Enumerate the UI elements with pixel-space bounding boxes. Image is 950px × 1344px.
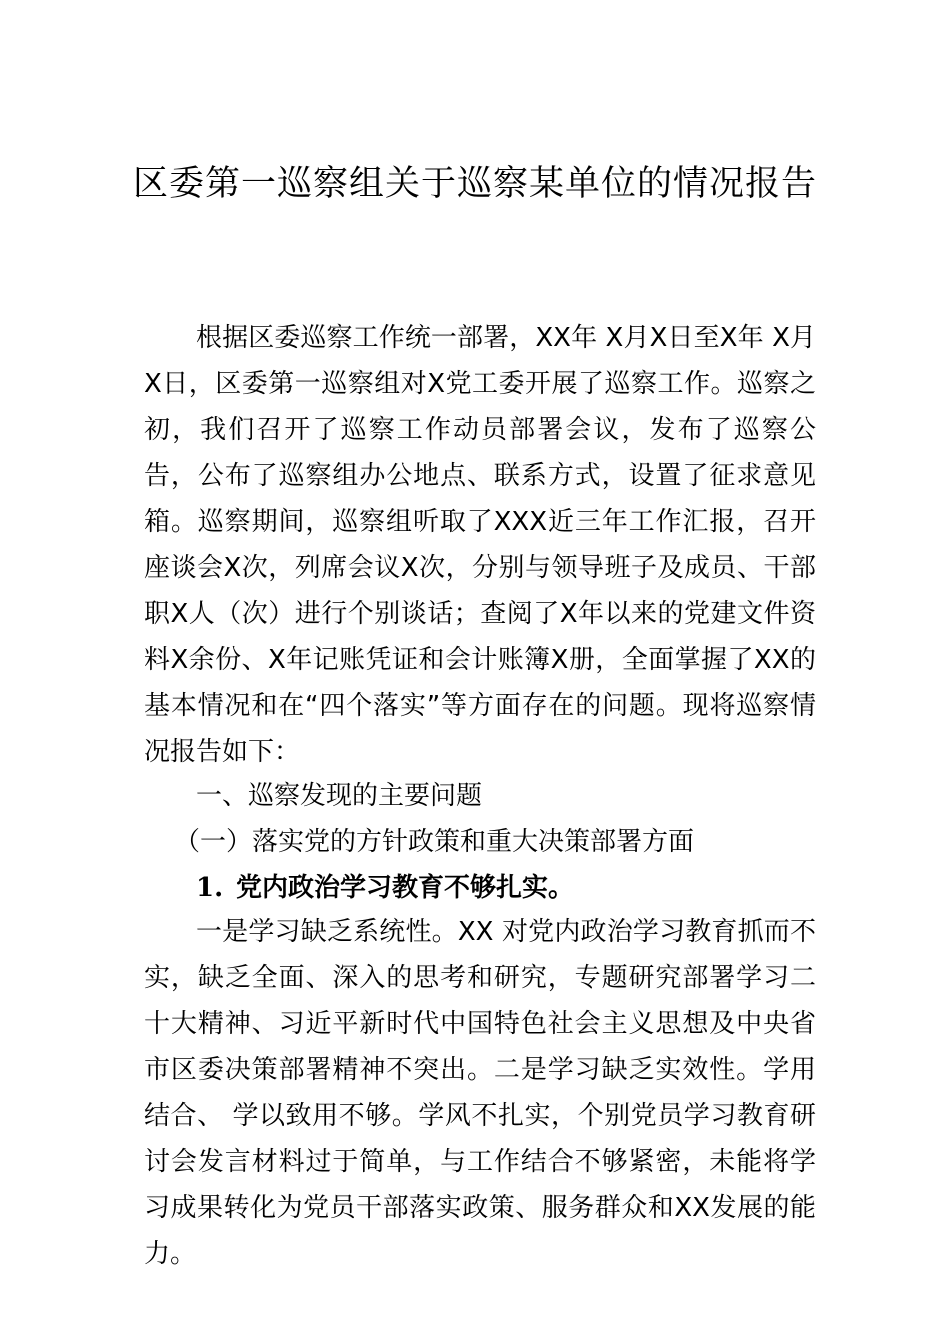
item-heading-text: 党内政治学习教育不够扎实。 bbox=[236, 873, 575, 903]
item-number: 1. bbox=[196, 873, 224, 903]
subsection-heading: （一）落实党的方针政策和重大决策部署方面 bbox=[174, 827, 695, 857]
section-heading: 一、巡察发现的主要问题 bbox=[196, 781, 483, 811]
study-paragraph: 一是学习缺乏系统性。XX 对党内政治学习教育抓而不实，缺乏全面、深入的思考和研究，专题研究部署学习二十大精神、习近平新时代中国特色社会主义思想及中央省市区委决策部署精神不突出。二是学习缺乏实效性。学用结合、 学以致用不够。学风不扎实，个别党员学习教育研讨会发言材料过于简单，与工作结合不够紧密，未能将学习成果转化为党员干部落实政策、服务群众和XX发展的能力。 bbox=[144, 917, 816, 1269]
item-heading bbox=[144, 865, 816, 911]
intro-paragraph: 根据区委巡察工作统一部署，XX年 X月X日至X年 X月 X日，区委第一巡察组对X党工委开展了巡察工作。巡察之初，我们召开了巡察工作动员部署会议，发布了巡察公告，公布了巡察组办公地点、联系方式，设置了征求意见箱。巡察期间，巡察组听取了XXX近三年工作汇报，召开座谈会X次，列席会议X次，分别与领导班子及成员、干部职X人（次）进行个别谈话；查阅了X年以来的党建文件资料X余份、X年记账凭证和会计账簿X册，全面掌握了XX的基本情况和在“四个落实”等方面存在的问题。现将巡察情况报告如下： bbox=[144, 323, 816, 767]
document-title: 区委第一巡察组关于巡察某单位的情况报告 bbox=[132, 164, 817, 204]
